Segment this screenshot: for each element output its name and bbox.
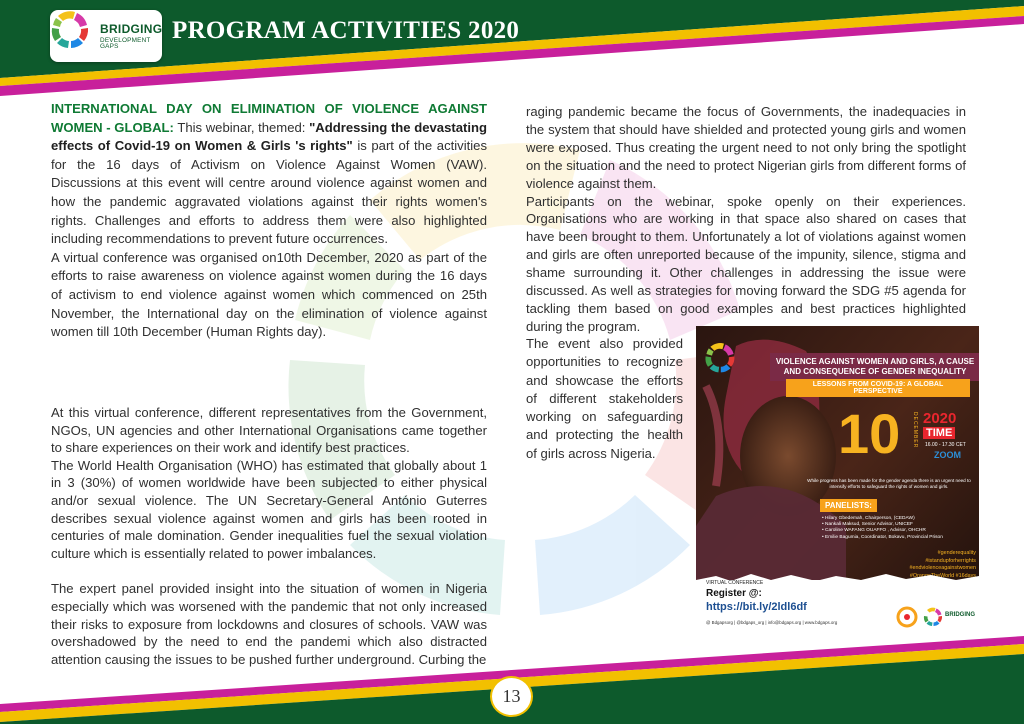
participants-paragraph: Participants on the webinar, spoke openly on their experiences. Organisations who are working in that space also shared on cases that have been brought to them. Unfortunately a lot of violations against women and girls are often unreported because of the impunity, silence, stigma and shame surrounding it. Other challenges in addressing the issue were discussed. As well as strategies for moving forward the SDG #5 agenda for tackling them based on good examples and best practices highlighted during the program. [526, 193, 966, 334]
panelists-list [822, 516, 978, 541]
intro-paragraph [51, 100, 487, 249]
opportunities-paragraph: The event also provided opportunities to recognize and showcase the efforts of different stakeholders working on safeguarding and protecting the health of girls across Nigeria. [526, 336, 683, 461]
intro-text-b: is part of the activities for the 16 days of Activism on Violence Against Women (VAW). Discussions at this event will centre around violence against women and how the pandemic aggravated violations against their rights women's rights. Challenges and efforts to address them were also highlighted including recommendations to prevent future occurrences. [51, 138, 488, 247]
bridging-logo-icon [923, 607, 943, 627]
panelist-item: • Hilary Gbedemah, Chairperson, (CEDAW) [822, 516, 915, 521]
hashtag: #genderequality [937, 550, 976, 556]
article-left-column-lower [51, 404, 487, 668]
article-right-column [526, 103, 966, 336]
panelist-item: • Caroline WAFANG OUAFFO , Advisor, OHCHR [822, 528, 926, 534]
brand-logo [50, 10, 162, 62]
hashtag: #OrangeTheWorld #16days [909, 572, 976, 579]
page-header [0, 0, 1024, 105]
article-left-column [51, 100, 487, 342]
poster-conference-label: VIRTUAL CONFERENCE [706, 580, 764, 586]
poster-note: While progress has been made for the gender agenda there is an urgent need to intensify efforts to safeguard the rights of women and girls. [807, 478, 971, 489]
conference-paragraph: A virtual conference was organised on10th December, 2020 as part of the efforts to raise awareness on violence against women during the 16 days of activism to end violence against women which commenced on 25th November, the International day on the elimination of violence against women till 10th December (Human Rights day). [51, 249, 487, 340]
poster-platform: ZOOM [934, 450, 961, 460]
event-poster [696, 326, 979, 635]
representatives-paragraph: At this virtual conference, different representatives from the Government, NGOs, UN agencies and other International Organisations came together to share experiences on their work and identify best practices. [51, 405, 487, 456]
pandemic-paragraph: raging pandemic became the focus of Governments, the inadequacies in the system that should have shielded and protected young girls and women were exposed. Thus creating the urgent need to not only bring the spotlight on the situation and the need to protect Nigerian girls from different forms of violence against them. [526, 104, 966, 191]
brand-line-1: BRIDGING [100, 22, 163, 36]
panelist-item: • Emilie Bagumia, Coordinator, Bokavu, Provincial Prison [822, 534, 943, 540]
who-paragraph: The World Health Organisation (WHO) has estimated that globally about 1 in 3 (30%) of women worldwide have been subjected to either physical and/or sexual violence. The UN Secretary-General António Guterres describes sexual violence against women and girls has been rooted in centuries of male domination. Gender inequalities fuel the sexual violation culture which is essentially related to power imbalances. [51, 457, 487, 561]
page-number: 13 [490, 676, 533, 717]
page-title: PROGRAM ACTIVITIES 2020 [172, 17, 520, 44]
article-heading: INTERNATIONAL DAY ON ELIMINATION OF VIOLENCE AGAINST WOMEN - GLOBAL: [51, 101, 487, 135]
partner-logo-icon [896, 606, 918, 628]
hashtag: #endviolenceagainstwomen [909, 565, 976, 571]
poster-time-label: TIME [923, 427, 955, 439]
poster-logo-icon [704, 342, 736, 374]
webinar-theme: "Addressing the devastating effects of Covid-19 on Women & Girls 's rights" [51, 119, 487, 154]
panelist-item: • Nankali Maksud, Senior Advisor, UNICEF [822, 522, 913, 528]
panelists-heading: PANELISTS: [820, 499, 877, 512]
poster-register-link[interactable]: https://bit.ly/2ldl6df [706, 601, 807, 613]
event-opportunities-block [526, 335, 683, 463]
poster-contacts: @ Bdgapsorg | @bdgaps_org | info@bdgaps.org | www.bdgaps.org [706, 620, 838, 625]
hashtag: #istandupforherrights [925, 557, 976, 564]
poster-day: 10 [838, 402, 901, 465]
poster-title: VIOLENCE AGAINST WOMEN AND GIRLS, A CAUSE AND CONSEQUENCE OF GENDER INEQUALITY [770, 353, 979, 381]
intro-text-a: This webinar, themed: [173, 119, 310, 135]
brand-name [100, 23, 162, 51]
poster-footer-brand: BRIDGING [945, 612, 975, 618]
expert-panel-paragraph: The expert panel provided insight into the situation of women in Nigeria especially which was worsened with the pandemic that not only increased their risks to exposure from lockdowns and closures of schools. VAW was overshadowed by the need to end the pandemi which also distracted attention causing the issues to be pushed further underground. Curbing the [51, 581, 487, 667]
poster-hours: 16.00 - 17.30 CET [925, 442, 966, 448]
poster-subtitle: LESSONS FROM COVID-19: A GLOBAL PERSPECTIVE [786, 379, 970, 397]
poster-year: 2020 [923, 410, 957, 427]
poster-register-label: Register @: [706, 588, 762, 599]
logo-wheel-icon [50, 10, 90, 50]
brand-line-2: DEVELOPMENT GAPS [100, 37, 151, 51]
poster-month: DECEMBER [912, 412, 918, 449]
